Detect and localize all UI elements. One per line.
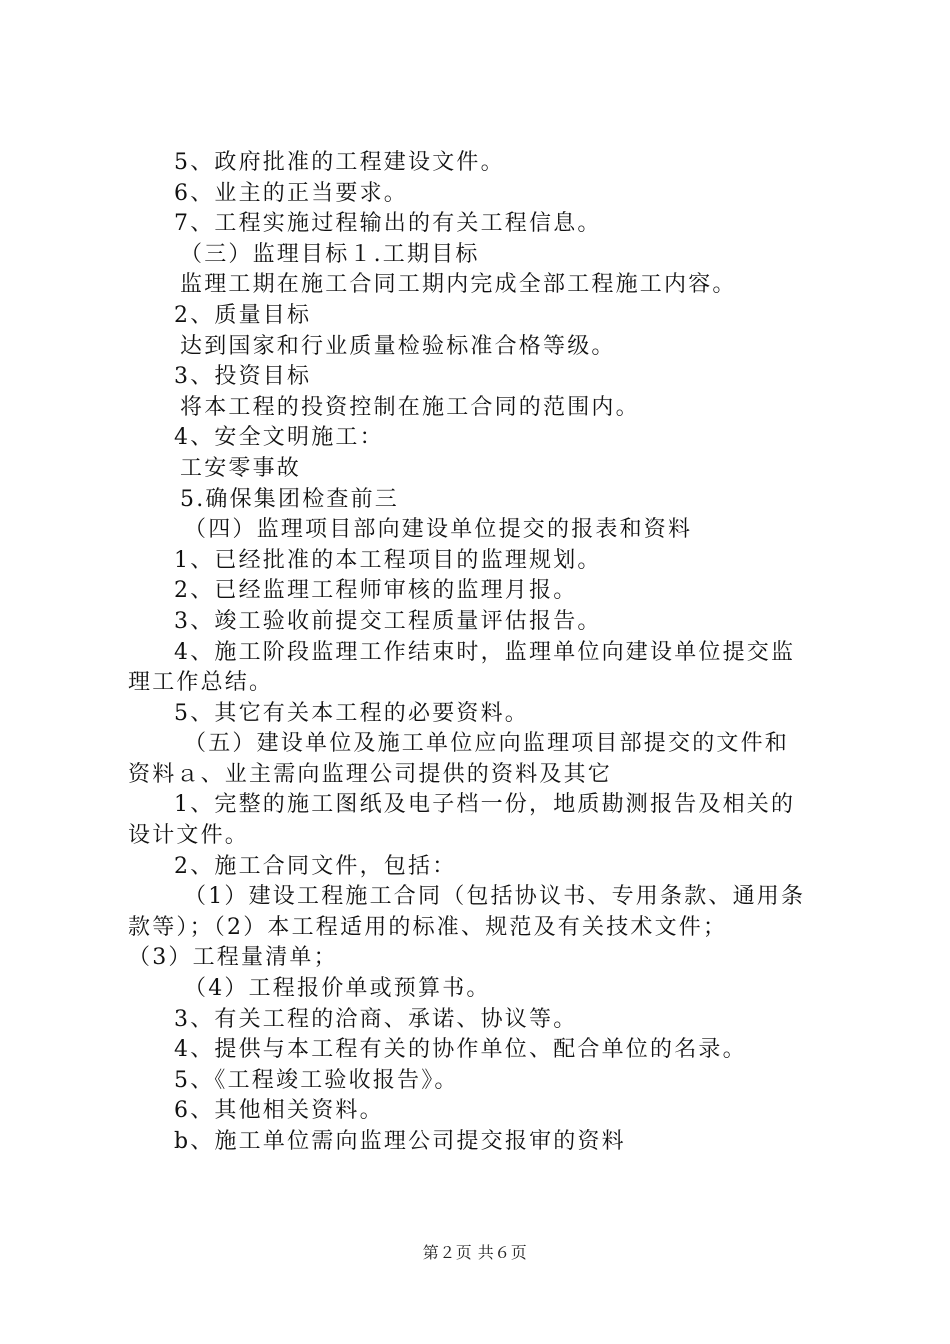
text-line: 1、完整的施工图纸及电子档一份，地质勘测报告及相关的 (174, 792, 796, 818)
text-line: 设计文件。 (128, 823, 250, 849)
document-body (128, 148, 834, 1158)
text-line: 5、《工程竣工验收报告》。 (174, 1067, 459, 1093)
text-line: 监理工期在施工合同工期内完成全部工程施工内容。 (180, 272, 737, 298)
text-line: 6、业主的正当要求。 (174, 180, 408, 206)
text-line: 工安零事故 (180, 455, 302, 481)
text-line: 5.确保集团检查前三 (180, 486, 399, 512)
text-line: 5、其它有关本工程的必要资料。 (174, 700, 529, 726)
text-line: （三）监理目标１.工期目标 (180, 241, 480, 267)
text-line: 7、工程实施过程输出的有关工程信息。 (174, 211, 602, 237)
text-line: （四）监理项目部向建设单位提交的报表和资料 (184, 517, 693, 543)
text-line: b、施工单位需向监理公司提交报审的资料 (174, 1129, 626, 1154)
text-line: 理工作总结。 (128, 670, 274, 696)
text-line: 6、其他相关资料。 (174, 1098, 384, 1124)
text-line: 3、竣工验收前提交工程质量评估报告。 (174, 608, 602, 634)
text-line: （1）建设工程施工合同（包括协议书、专用条款、通用条 (184, 884, 806, 910)
text-line: 4、安全文明施工： (174, 425, 384, 451)
page-footer: 第２页 共６页 (422, 1243, 528, 1262)
text-line: 2、施工合同文件，包括： (174, 853, 457, 879)
text-line: 2、质量目标 (174, 302, 312, 328)
text-line: 资料ａ、业主需向监理公司提供的资料及其它 (128, 761, 613, 787)
text-line: 3、投资目标 (174, 364, 312, 390)
text-line: （3）工程量清单； (128, 945, 338, 971)
text-line: 达到国家和行业质量检验标准合格等级。 (180, 333, 616, 359)
text-line: （五）建设单位及施工单位应向监理项目部提交的文件和 (184, 731, 790, 757)
text-line: 将本工程的投资控制在施工合同的范围内。 (180, 394, 640, 420)
text-line: （4）工程报价单或预算书。 (184, 976, 491, 1002)
text-line: 4、施工阶段监理工作结束时，监理单位向建设单位提交监 (174, 639, 796, 665)
text-line: 4、提供与本工程有关的协作单位、配合单位的名录。 (174, 1037, 747, 1063)
text-line: 1、已经批准的本工程项目的监理规划。 (174, 547, 602, 573)
text-line: 3、有关工程的洽商、承诺、协议等。 (174, 1006, 578, 1032)
text-line: 2、已经监理工程师审核的监理月报。 (174, 578, 578, 604)
text-line: 5、政府批准的工程建设文件。 (174, 150, 505, 175)
text-line: 款等）；（2）本工程适用的标准、规范及有关技术文件； (128, 914, 728, 940)
